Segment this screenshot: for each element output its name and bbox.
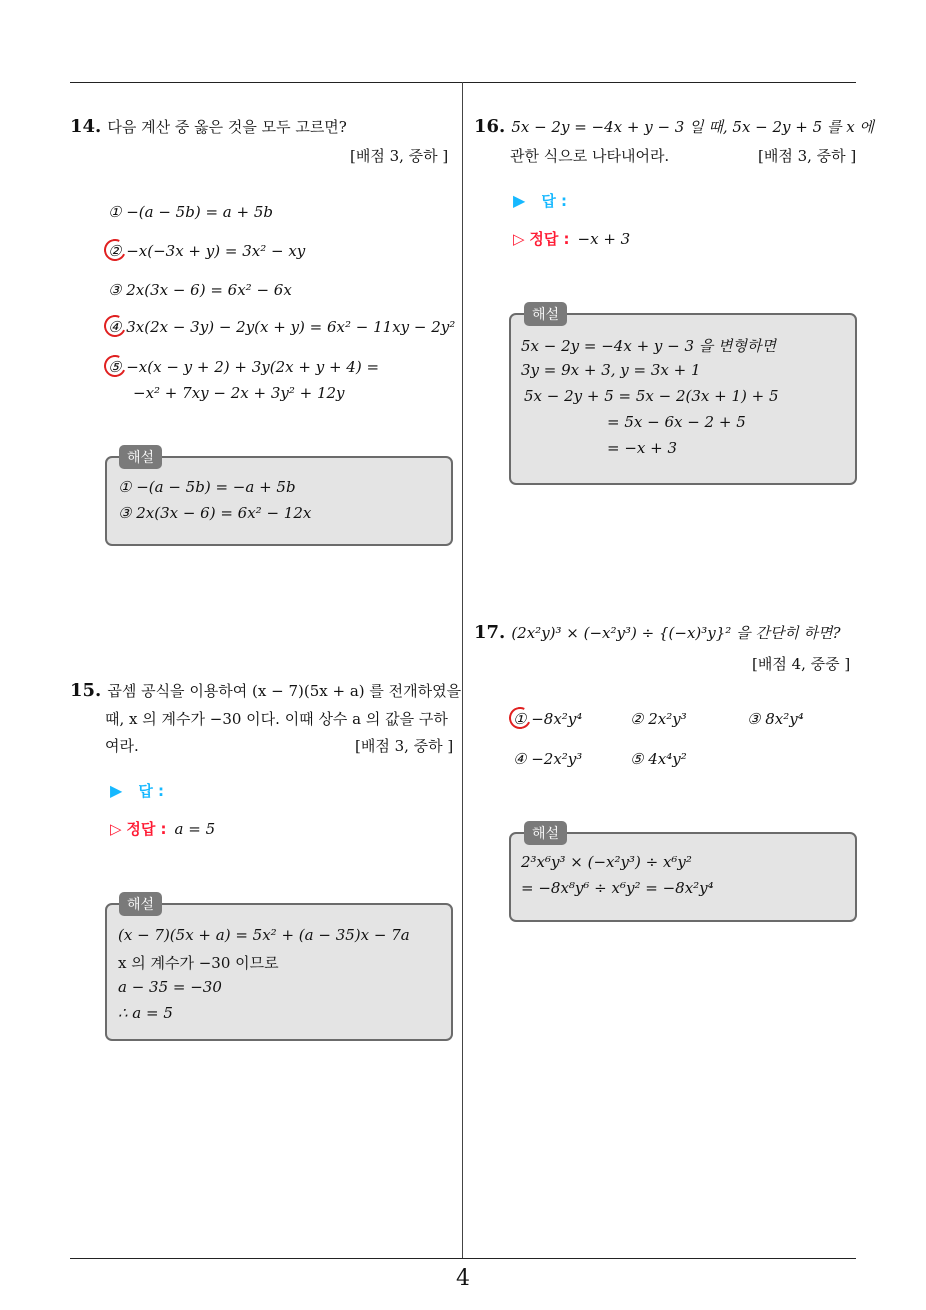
q15-correct-label: 정답 : <box>126 820 167 838</box>
outline-play-icon: ▷ <box>110 820 122 838</box>
q14-option-2[interactable]: ② −x(−3x + y) = 3x² − xy <box>108 242 306 260</box>
q17-meta: [배점 4, 중중 ] <box>752 655 851 673</box>
q17-option-2[interactable]: ② 2x²y³ <box>630 710 687 728</box>
q14-solution-box <box>105 456 453 546</box>
q15-number: 15. <box>70 680 102 701</box>
q17-text: (2x²y)³ × (−x²y³) ÷ {(−x)³y}² 을 간단히 하면? <box>511 624 841 642</box>
q14-option-3[interactable]: ③ 2x(3x − 6) = 6x² − 6x <box>108 281 292 299</box>
q16-meta: [배점 3, 중하 ] <box>758 147 857 165</box>
q14-solution-tag: 해설 <box>119 445 162 469</box>
q17-option-1[interactable]: ① −8x²y⁴ <box>513 710 583 728</box>
q15-answer-label: 답 : <box>138 782 165 800</box>
column-divider <box>462 82 463 1258</box>
play-icon: ▶ <box>110 781 123 800</box>
q15-text-1: 곱셈 공식을 이용하여 (x − 7)(5x + a) 를 전개하였을 <box>107 682 462 700</box>
q16-solution-line-2: 3y = 9x + 3, y = 3x + 1 <box>521 361 701 379</box>
bottom-rule <box>70 1258 856 1259</box>
q16-correct-row <box>513 228 630 249</box>
top-rule <box>70 82 856 83</box>
q16-correct-label: 정답 : <box>529 230 570 248</box>
q15-correct-value: a = 5 <box>174 820 216 838</box>
q15-meta: [배점 3, 중하 ] <box>355 737 454 755</box>
q15-answer-row[interactable] <box>110 780 164 801</box>
q17-option-3[interactable]: ③ 8x²y⁴ <box>747 710 804 728</box>
play-icon: ▶ <box>513 191 526 210</box>
q16-solution-line-4: = 5x − 6x − 2 + 5 <box>607 413 746 431</box>
q15-solution-line-4: ∴ a = 5 <box>118 1004 173 1022</box>
q14-solution-line-1: ① −(a − 5b) = −a + 5b <box>118 478 296 496</box>
q15-solution-line-2: x 의 계수가 −30 이므로 <box>118 954 279 972</box>
q14-stem <box>70 116 347 137</box>
q16-answer-label: 답 : <box>541 192 568 210</box>
q17-option-5[interactable]: ⑤ 4x⁴y² <box>630 750 687 768</box>
q15-solution-line-1: (x − 7)(5x + a) = 5x² + (a − 35)x − 7a <box>118 926 410 944</box>
q15-correct-row <box>110 818 215 839</box>
q14-number: 14. <box>70 116 102 137</box>
q16-solution-tag: 해설 <box>524 302 567 326</box>
q14-solution-line-2: ③ 2x(3x − 6) = 6x² − 12x <box>118 504 312 522</box>
q17-option-4[interactable]: ④ −2x²y³ <box>513 750 583 768</box>
q17-solution-line-2: = −8x⁸y⁶ ÷ x⁶y² = −8x²y⁴ <box>521 879 714 897</box>
q17-stem <box>474 622 841 643</box>
page-number: 4 <box>456 1266 470 1291</box>
q16-answer-row[interactable] <box>513 190 567 211</box>
q16-number: 16. <box>474 116 506 137</box>
q15-solution-tag: 해설 <box>119 892 162 916</box>
q16-text-1: 5x − 2y = −4x + y − 3 일 때, 5x − 2y + 5 를 x 에 <box>511 118 874 136</box>
outline-play-icon: ▷ <box>513 230 525 248</box>
q16-stem-line-1 <box>474 116 874 137</box>
q15-stem-line-3: 여라. <box>105 737 139 755</box>
q14-meta: [배점 3, 중하 ] <box>350 147 449 165</box>
q17-solution-line-1: 2³x⁶y³ × (−x²y³) ÷ x⁶y² <box>521 853 692 871</box>
q16-solution-line-3: 5x − 2y + 5 = 5x − 2(3x + 1) + 5 <box>524 387 779 405</box>
q14-text: 다음 계산 중 옳은 것을 모두 고르면? <box>107 118 347 136</box>
q14-option-4[interactable]: ④ 3x(2x − 3y) − 2y(x + y) = 6x² − 11xy − 2y² <box>108 318 456 336</box>
q17-solution-tag: 해설 <box>524 821 567 845</box>
q16-correct-value: −x + 3 <box>577 230 631 248</box>
q16-solution-line-5: = −x + 3 <box>607 439 678 457</box>
q14-option-5[interactable]: ⑤ −x(x − y + 2) + 3y(2x + y + 4) = <box>108 358 380 376</box>
q16-solution-line-1: 5x − 2y = −4x + y − 3 을 변형하면 <box>521 337 777 355</box>
q17-solution-box <box>509 832 857 922</box>
q14-option-1[interactable]: ① −(a − 5b) = a + 5b <box>108 203 273 221</box>
q17-number: 17. <box>474 622 506 643</box>
q16-stem-line-2: 관한 식으로 나타내어라. <box>510 147 670 165</box>
q15-solution-line-3: a − 35 = −30 <box>118 978 222 996</box>
q15-stem-line-1 <box>70 680 461 701</box>
q14-option-5-cont: −x² + 7xy − 2x + 3y² + 12y <box>133 384 345 402</box>
q15-stem-line-2: 때, x 의 계수가 −30 이다. 이때 상수 a 의 값을 구하 <box>105 710 448 728</box>
